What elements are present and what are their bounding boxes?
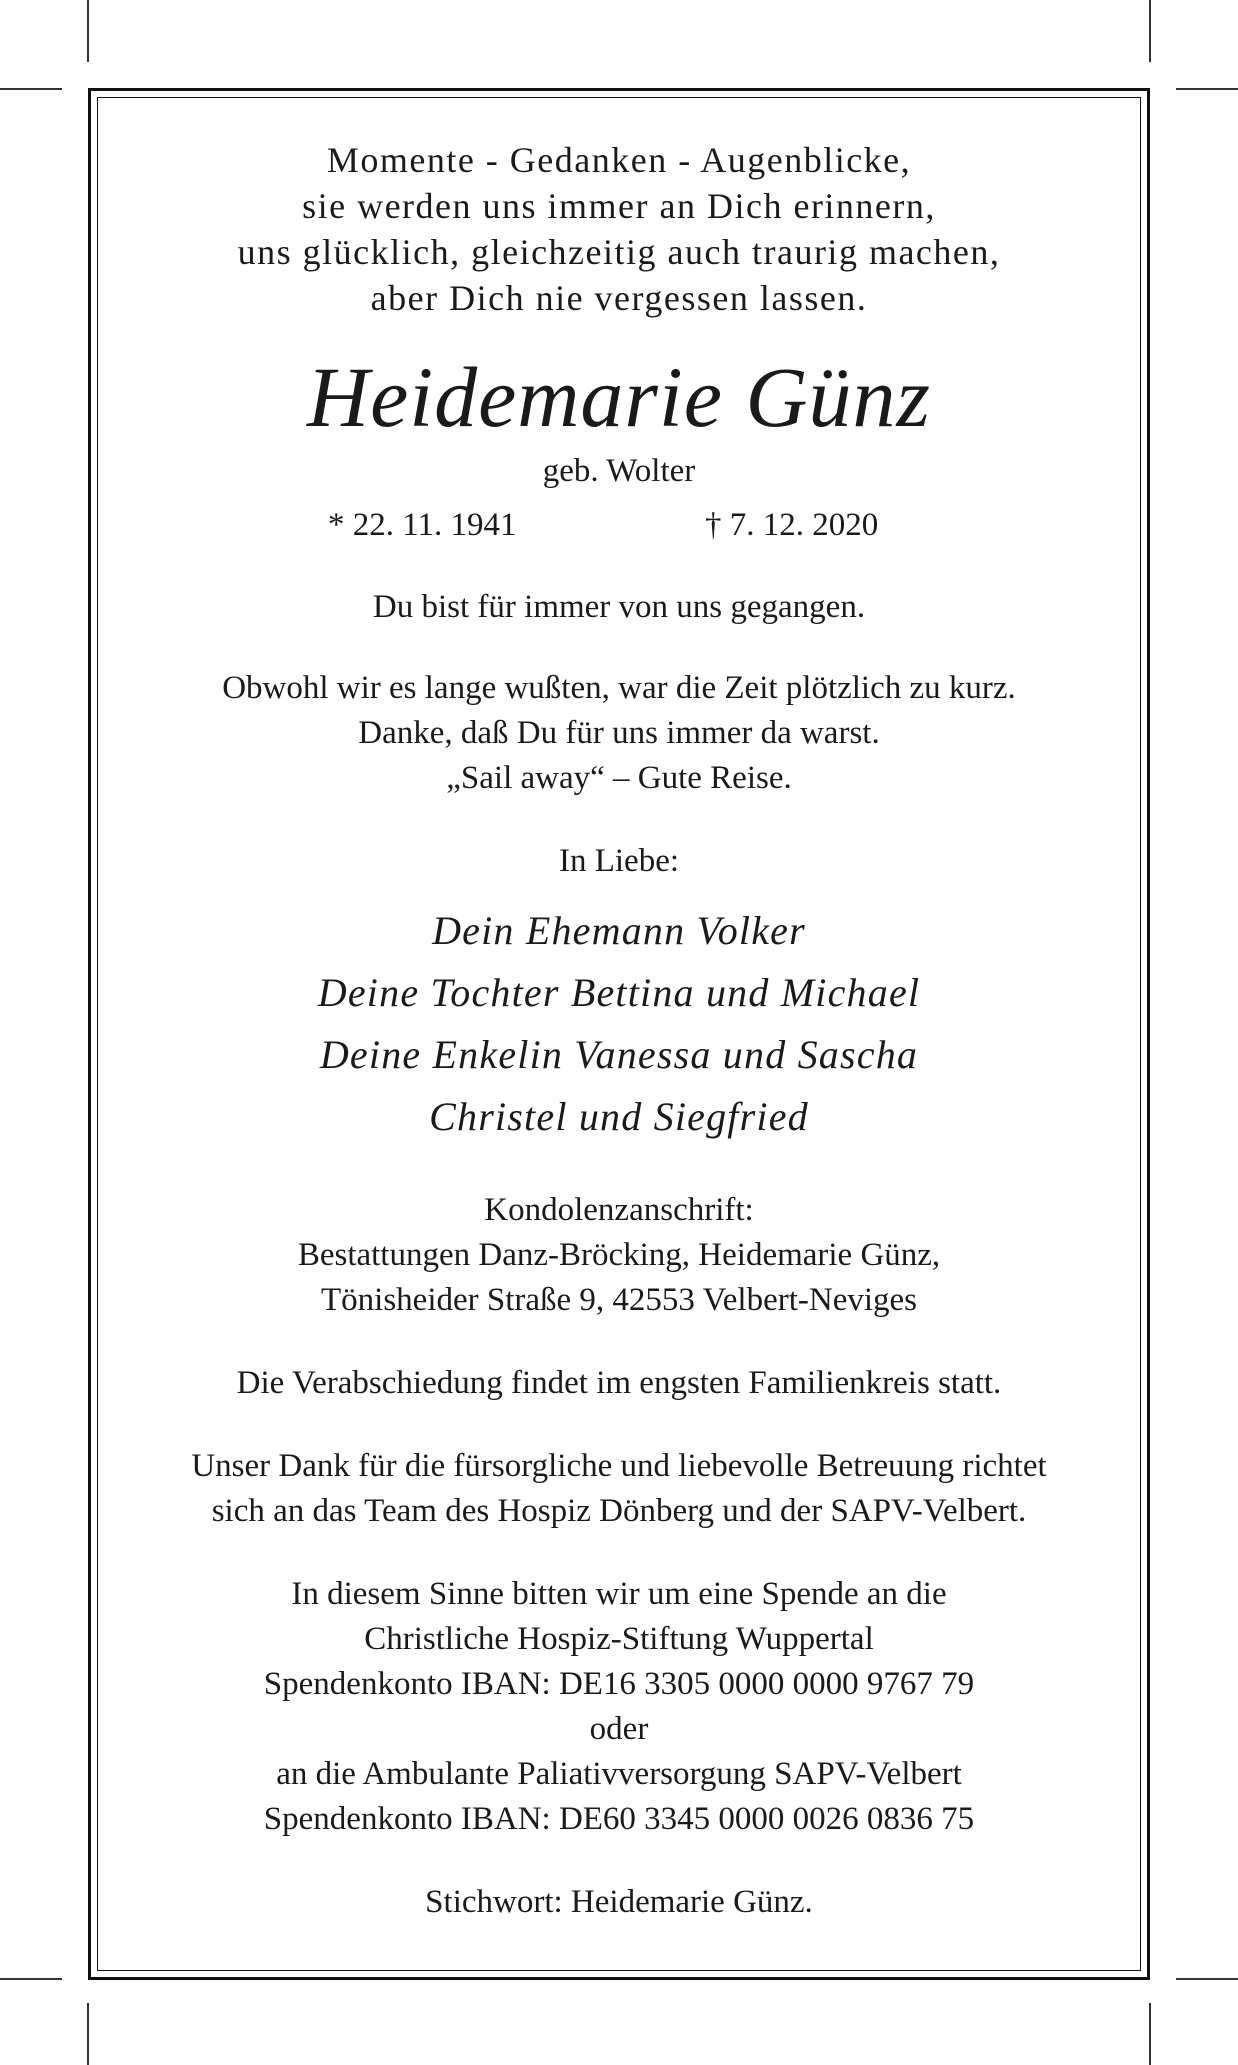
condolence-line: Tönisheider Straße 9, 42553 Velbert-Neviges: [321, 1282, 917, 1318]
crop-mark-bottom-right: [1149, 2003, 1151, 2065]
gone-line: Du bist für immer von uns gegangen.: [372, 589, 866, 625]
donation-line: Spendenkonto IBAN: DE16 3305 0000 0000 9767 79: [263, 1666, 975, 1702]
maiden-name: geb. Wolter: [542, 453, 696, 489]
crop-mark-bottom-left: [87, 2003, 89, 2065]
mourner: Christel und Siegfried: [429, 1094, 809, 1139]
poem-line: uns glücklich, gleichzeitig auch traurig machen,: [237, 232, 1001, 272]
donation-line: an die Ambulante Paliativversorgung SAPV-Velbert: [276, 1756, 962, 1792]
thanks-line: sich an das Team des Hospiz Dönberg und der SAPV-Velbert.: [211, 1493, 1027, 1529]
message-line: „Sail away“ – Gute Reise.: [446, 760, 792, 796]
condolence-line: Bestattungen Danz-Bröcking, Heidemarie Günz,: [297, 1237, 941, 1273]
obituary-notice: [100, 97, 1138, 1971]
poem-line: aber Dich nie vergessen lassen.: [370, 278, 868, 318]
in-love-label: In Liebe:: [558, 843, 680, 879]
crop-mark-left-top: [0, 88, 62, 90]
donation-line: Spendenkonto IBAN: DE60 3345 0000 0026 0836 75: [263, 1801, 975, 1837]
condolence-line: Kondolenzanschrift:: [484, 1192, 754, 1228]
condolence-address: [100, 1188, 1138, 1323]
mourner: Deine Enkelin Vanessa und Sascha: [319, 1032, 919, 1077]
mourner: Dein Ehemann Volker: [432, 908, 806, 953]
message-line: Danke, daß Du für uns immer da warst.: [358, 715, 880, 751]
mourners-list: [100, 900, 1138, 1148]
thanks-note: [100, 1444, 1138, 1534]
poem-line: Momente - Gedanken - Augenblicke,: [326, 140, 912, 180]
life-dates: [100, 507, 1138, 551]
donation-request: [100, 1572, 1138, 1842]
crop-mark-left-bottom: [0, 1978, 62, 1980]
donation-line: oder: [589, 1711, 649, 1747]
crop-mark-right-top: [1176, 88, 1238, 90]
donation-line: Christliche Hospiz-Stiftung Wuppertal: [364, 1621, 874, 1657]
death-date: † 7. 12. 2020: [705, 507, 879, 543]
deceased-name: Heidemarie Günz: [306, 349, 932, 445]
donation-keyword: Stichwort: Heidemarie Günz.: [425, 1884, 813, 1920]
crop-mark-top-right: [1149, 0, 1151, 62]
donation-line: In diesem Sinne bitten wir um eine Spende an die: [291, 1576, 947, 1612]
poem: [100, 97, 1138, 321]
crop-mark-right-bottom: [1176, 1978, 1238, 1980]
mourner: Deine Tochter Bettina und Michael: [317, 970, 921, 1015]
thanks-line: Unser Dank für die fürsorgliche und liebevolle Betreuung richtet: [191, 1448, 1047, 1484]
farewell-info: Die Verabschiedung findet im engsten Familienkreis statt.: [236, 1365, 1002, 1401]
crop-mark-top-left: [87, 0, 89, 62]
poem-line: sie werden uns immer an Dich erinnern,: [302, 186, 936, 226]
farewell-message: [100, 666, 1138, 801]
birth-date: * 22. 11. 1941: [328, 507, 517, 543]
message-line: Obwohl wir es lange wußten, war die Zeit plötzlich zu kurz.: [222, 670, 1016, 706]
